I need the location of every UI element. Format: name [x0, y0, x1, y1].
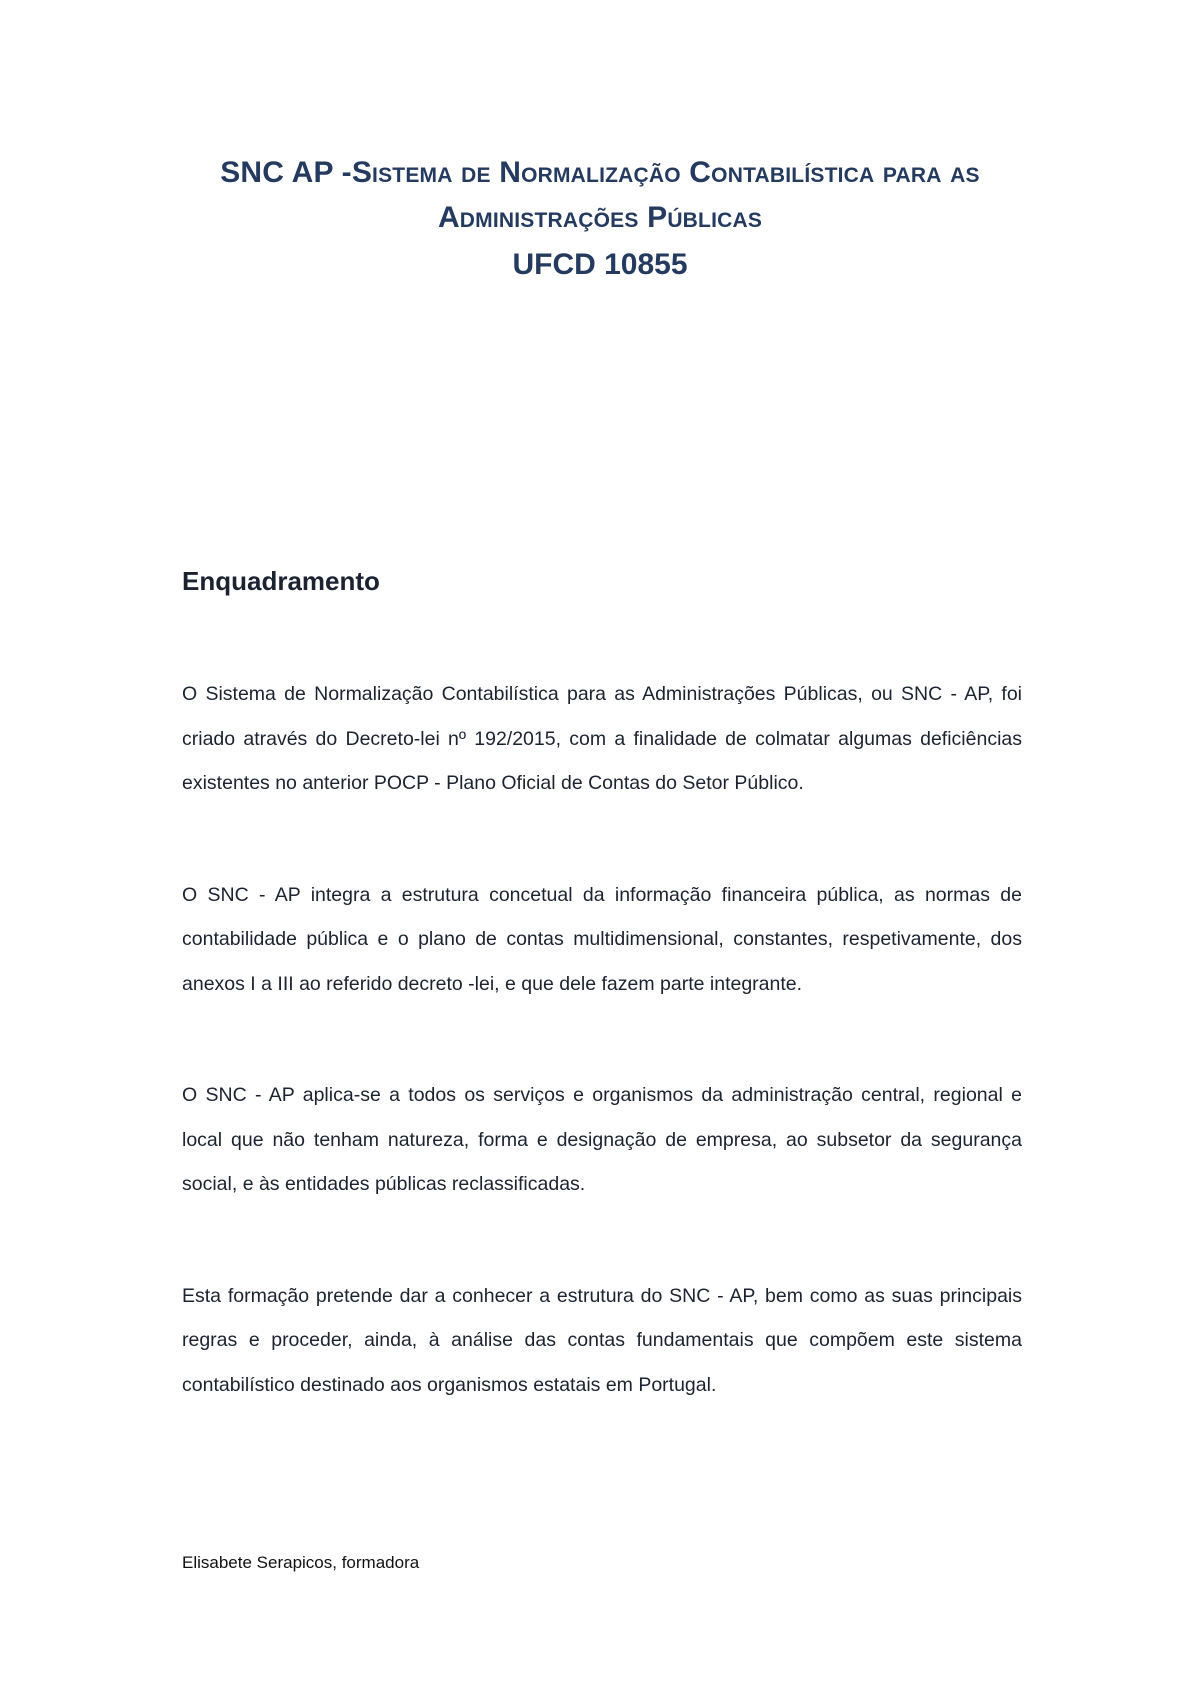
document-title-block [150, 150, 1050, 288]
paragraph-intro: O Sistema de Normalização Contabilística para as Administrações Públicas, ou SNC - AP, foi criado através do Decreto-lei nº 192/2015, com a finalidade de colmatar algumas deficiências existentes no anterior POCP - Plano Oficial de Contas do Setor Público. [182, 683, 1022, 794]
course-code: UFCD 10855 [512, 248, 688, 281]
document-title-line-2: Administrações Públicas [437, 201, 763, 234]
author-signature: Elisabete Serapicos, formadora [182, 1553, 420, 1572]
document-title-line-1: SNC AP -Sistema de Normalização Contabilística para as [220, 156, 980, 189]
body-content [182, 672, 1022, 1474]
section-heading: Enquadramento [182, 566, 380, 596]
paragraph-scope: O SNC - AP aplica-se a todos os serviços e organismos da administração central, regional e local que não tenham natureza, forma e designação de empresa, ao subsetor da segurança social, e às entidades públicas reclassificadas. [182, 1084, 1022, 1195]
paragraph-structure: O SNC - AP integra a estrutura concetual da informação financeira pública, as normas de contabilidade pública e o plano de contas multidimensional, constantes, respetivamente, dos anexos I a III ao referido decreto -lei, e que dele fazem parte integrante. [182, 883, 1022, 995]
paragraph-objective: Esta formação pretende dar a conhecer a estrutura do SNC - AP, bem como as suas principais regras e proceder, ainda, à análise das contas fundamentais que compõem este sistema contabilístico destinado aos organismos estatais em Portugal. [182, 1284, 1022, 1396]
